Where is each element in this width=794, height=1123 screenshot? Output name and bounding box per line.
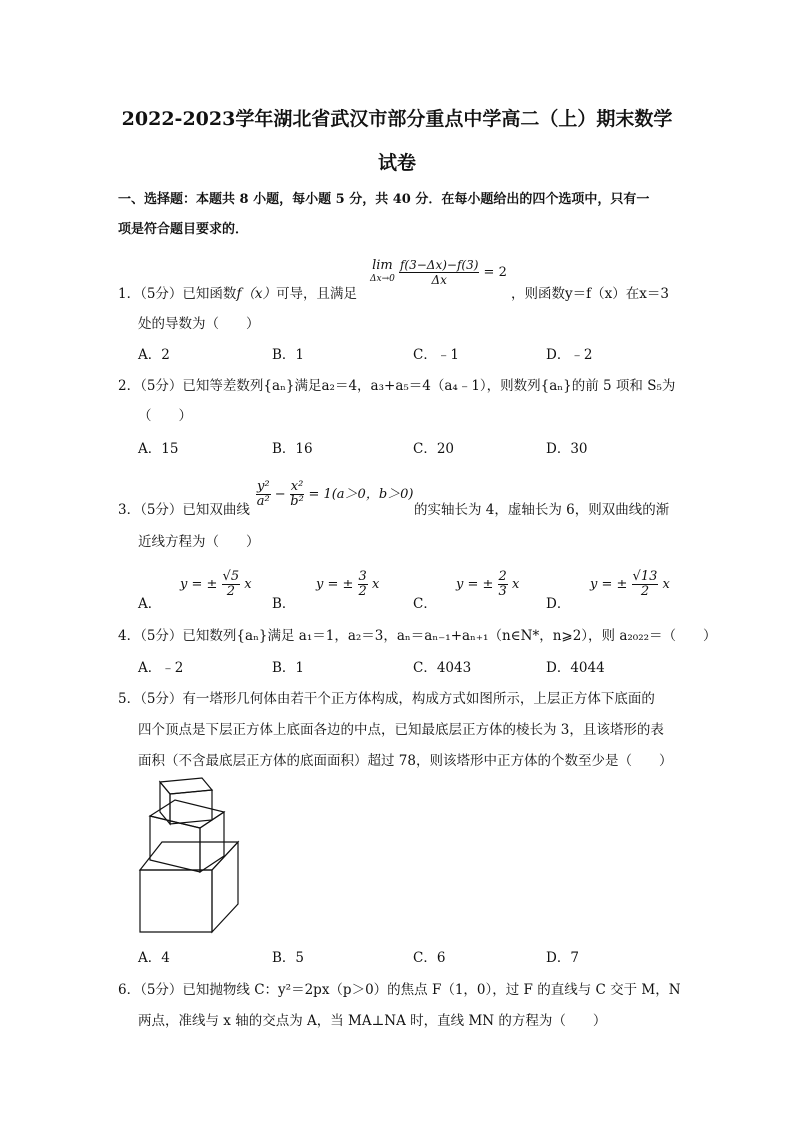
q1-option-a[interactable]: A．2 — [138, 347, 170, 363]
q3-a-tail: x — [244, 577, 252, 592]
q3-b-tail: x — [371, 577, 380, 592]
q1-lim-eq: = 2 — [483, 265, 507, 280]
q3-option-c-formula[interactable] — [456, 570, 519, 599]
q3-c-lead: y = ± — [456, 577, 494, 592]
q1-fx: f（x） — [236, 286, 277, 302]
top-cube-left — [160, 782, 170, 824]
question-2-line2: （ ） — [138, 408, 192, 424]
question-6-line1: 6．（5分）已知抛物线 C：y²＝2px（p＞0）的焦点 F（1，0），过 F 的直线与 C 交于 M，N — [118, 982, 681, 998]
q4-option-b[interactable]: B．1 — [272, 660, 305, 676]
q3-eq-rest: = 1(a＞0，b＞0) — [308, 487, 414, 502]
q3-a-den: 2 — [226, 584, 235, 599]
question-5-line3: 面积（不含最底层正方体的底面面积）超过 78，则该塔形中正方体的个数至少是（ ） — [138, 753, 673, 769]
q2-option-d[interactable]: D．30 — [546, 441, 588, 457]
q3-a-num: √5 — [222, 569, 240, 584]
q3-eq-y: y² — [257, 479, 270, 494]
q1-mid: 可导，且满足 — [276, 286, 358, 302]
question-6-line2: 两点，准线与 x 轴的交点为 A，当 MA⊥NA 时，直线 MN 的方程为（ ） — [138, 1013, 607, 1029]
q5-option-c[interactable]: C．6 — [413, 950, 446, 966]
q3-d-tail: x — [662, 577, 670, 592]
q3-c-den: 3 — [498, 584, 507, 599]
q1-lim: lim — [372, 258, 393, 273]
q5-option-a[interactable]: A．4 — [138, 950, 170, 966]
question-5-line2: 四个顶点是下层正方体上底面各边的中点，已知最底层正方体的棱长为 3，且该塔形的表 — [138, 722, 664, 738]
q2-option-b[interactable]: B．16 — [272, 441, 313, 457]
q3-hyperbola-formula: $\frac{\text{y²}}{\text{a²}}$ − $\frac{\text{x²}}{\text{b²}}$ = 1(a＞0，b＞0) — [256, 479, 414, 509]
q4-option-d[interactable]: D．4044 — [546, 660, 605, 676]
question-3-line2: 近线方程为（ ） — [138, 534, 260, 550]
question-5-line1: 5．（5分）有一塔形几何体由若干个正方体构成，构成方式如图所示，上层正方体下底面的 — [118, 691, 655, 707]
q1-suffix: ，则函数y＝f（x）在x＝3 — [511, 286, 669, 302]
question-4-line1: 4．（5分）已知数列{aₙ}满足 a₁＝1，a₂＝3，aₙ＝aₙ₋₁+aₙ₊₁（n∈N*，n⩾2），则 a₂₀₂₂＝（ ） — [118, 628, 717, 644]
q1-prefix: 1．（5分）已知函数 — [118, 286, 237, 302]
q3-eq-a: a² — [256, 494, 270, 509]
middle-cube-front — [150, 816, 200, 872]
q2-option-c[interactable]: C．20 — [413, 441, 455, 457]
q3-option-a-formula[interactable] — [180, 570, 252, 599]
q3-option-b-formula[interactable] — [316, 570, 379, 599]
q1-option-d[interactable]: D．﹣2 — [546, 347, 593, 363]
q1-option-c[interactable]: C．﹣1 — [413, 347, 459, 363]
q3-a-lead: y = ± — [180, 577, 218, 592]
paper-title-line2: 试卷 — [377, 152, 416, 174]
q3-c-tail: x — [511, 577, 520, 592]
q4-option-c[interactable]: C．4043 — [413, 660, 472, 676]
q1-option-b[interactable]: B．1 — [272, 347, 305, 363]
tower-of-cubes-figure — [132, 772, 244, 934]
paper-title-line1: 2022-2023学年湖北省武汉市部分重点中学高二（上）期末数学 — [121, 108, 673, 130]
q3-option-a-letter[interactable]: A． — [138, 596, 162, 612]
q3-suffix: 的实轴长为 4，虚轴长为 6，则双曲线的渐 — [414, 502, 670, 518]
q5-option-d[interactable]: D．7 — [546, 950, 579, 966]
q1-lim-sub: Δx→0 — [370, 274, 395, 284]
q4-option-a[interactable]: A．﹣2 — [138, 660, 184, 676]
q3-option-c-letter[interactable]: C． — [413, 596, 437, 612]
q3-eq-b: b² — [290, 494, 304, 509]
section-header-line1: 一、选择题：本题共 8 小题，每小题 5 分，共 40 分．在每小题给出的四个选项中，只有一 — [118, 192, 650, 207]
q2-option-a[interactable]: A．15 — [138, 441, 179, 457]
section-header-line2: 项是符合题目要求的． — [118, 222, 249, 237]
q3-option-d-letter[interactable]: D． — [546, 596, 571, 612]
bottom-cube-side — [212, 842, 238, 932]
q3-b-num: 3 — [358, 569, 367, 584]
question-2-line1: 2．（5分）已知等差数列{aₙ}满足a₂＝4，a₃+a₅＝4（a₄﹣1），则数列{aₙ}的前 5 项和 S₅为 — [118, 378, 676, 394]
q3-eq-x: x² — [290, 479, 304, 494]
q3-option-b-letter[interactable]: B． — [272, 596, 296, 612]
q5-option-b[interactable]: B．5 — [272, 950, 305, 966]
q3-option-d-formula[interactable] — [590, 570, 670, 599]
question-1-line2: 处的导数为（ ） — [138, 316, 260, 332]
q3-c-num: 2 — [498, 569, 507, 584]
q3-d-lead: y = ± — [590, 577, 628, 592]
q3-d-num: √13 — [632, 569, 658, 584]
bottom-cube-front — [140, 870, 212, 932]
q3-b-lead: y = ± — [316, 577, 354, 592]
q3-prefix: 3．（5分）已知双曲线 — [118, 502, 250, 518]
q1-lim-denominator: Δx — [431, 273, 447, 287]
q1-lim-numerator: f(3−Δx)−f(3) — [399, 258, 479, 272]
q3-d-den: 2 — [640, 584, 650, 599]
question-1-line1 — [118, 282, 357, 302]
q1-limit-formula — [370, 258, 507, 287]
q3-b-den: 2 — [358, 584, 367, 599]
